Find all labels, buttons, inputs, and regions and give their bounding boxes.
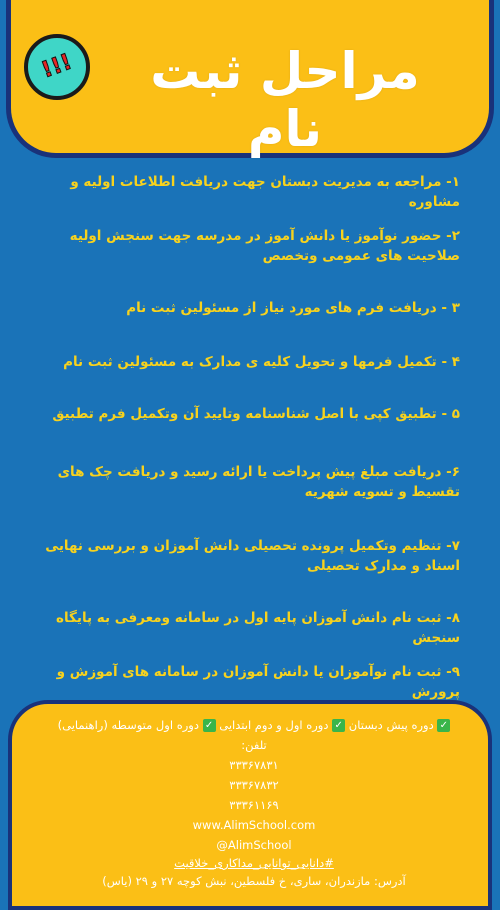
instagram-handle[interactable]: @AlimSchool xyxy=(216,838,292,852)
course-2: دوره اول و دوم ابتدایی xyxy=(219,718,329,732)
step-7: ۷- تنظیم وتکمیل پرونده تحصیلی دانش آموزان و بررسی نهایی اسناد و مدارک تحصیلی xyxy=(45,538,460,574)
step-5: ۵ - تطبیق کپی با اصل شناسنامه وتایید آن وتکمیل فرم تطبیق xyxy=(52,406,460,422)
courses-line xyxy=(12,718,496,733)
phone-1: ۳۳۳۶۷۸۳۱ xyxy=(229,758,279,772)
page-title: مراحل ثبت نام xyxy=(150,42,420,158)
address: آدرس: مازندران، ساری، خ فلسطین، نبش کوچه ۲۷ و ۲۹ (یاس) xyxy=(102,874,406,888)
step-3: ۳ - دریافت فرم های مورد نیاز از مسئولین ثبت نام xyxy=(126,300,460,316)
checkmark-icon: ✓ xyxy=(203,719,216,732)
website-link[interactable]: www.AlimSchool.com xyxy=(192,818,316,832)
phone-label: تلفن: xyxy=(241,738,267,752)
checkmark-icon: ✓ xyxy=(332,719,345,732)
checkmark-icon: ✓ xyxy=(437,719,450,732)
footer-panel xyxy=(8,700,492,910)
alert-badge-icon xyxy=(24,34,90,100)
course-1: دوره پیش دبستان xyxy=(348,718,434,732)
phone-3: ۳۳۳۶۱۱۶۹ xyxy=(229,798,279,812)
badge-text: !!! xyxy=(38,49,76,84)
step-6: ۶- دریافت مبلغ پیش پرداخت یا ارائه رسید و دریافت چک های تقسیط و تسویه شهریه xyxy=(57,464,460,500)
phone-2: ۳۳۳۶۷۸۳۲ xyxy=(229,778,279,792)
course-3: دوره اول متوسطه (راهنمایی) xyxy=(57,718,199,732)
hashtag: #دانایی_توانایی_مداکاری_خلاقیت xyxy=(174,856,334,870)
step-9: ۹- ثبت نام نوآموزان یا دانش آموزان در سامانه های آموزش و پرورش xyxy=(56,664,460,700)
step-2: ۲- حضور نوآموز یا دانش آموز در مدرسه جهت سنجش اولیه صلاحیت های عمومی وتخصص xyxy=(69,228,460,264)
step-1: ۱- مراجعه به مدیریت دبستان جهت دریافت اطلاعات اولیه و مشاوره xyxy=(70,174,460,210)
step-4: ۴ - تکمیل فرمها و تحویل کلیه ی مدارک به مسئولین ثبت نام xyxy=(63,354,460,370)
step-8: ۸- ثبت نام دانش آموزان پایه اول در سامانه ومعرفی به پایگاه سنجش xyxy=(55,610,460,646)
